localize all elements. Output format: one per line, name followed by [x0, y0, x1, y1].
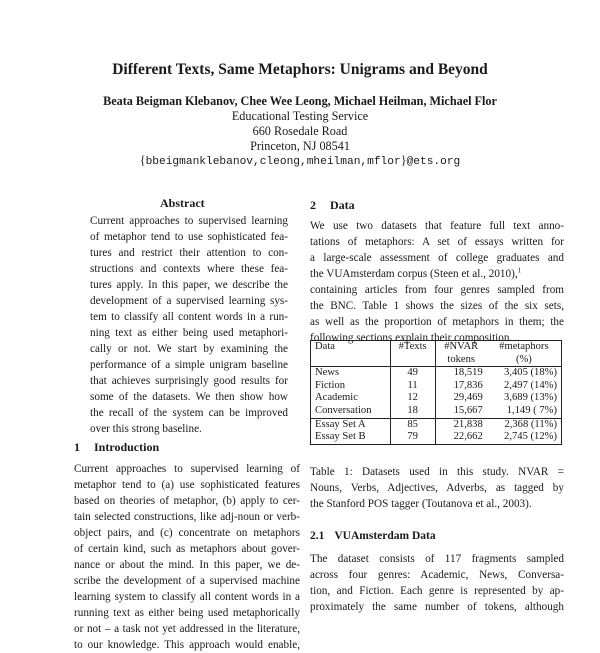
data-line — [310, 266, 521, 282]
table-cell: 12 — [390, 392, 435, 405]
table-cell: 11 — [390, 380, 435, 393]
section-title: Introduction — [94, 440, 160, 454]
intro-line: running text as either being used metaphorically — [74, 607, 300, 619]
table-header-cell: (%) — [515, 353, 532, 365]
table-row — [311, 418, 562, 431]
table-header-row — [311, 354, 562, 367]
intro-line: nance or about the mind. In this paper, we de- — [74, 559, 300, 571]
section-number: 2.1 — [310, 530, 325, 542]
section-heading — [74, 440, 159, 455]
data-line-text: the VUAmsterdam corpus (Steen et al., 2010), — [310, 268, 518, 280]
data-line: containing articles from four genres sampled from — [310, 284, 564, 296]
email-line — [0, 153, 600, 168]
abstract-line: tures and restrict their attention to con- — [90, 247, 288, 259]
section-number: 2 — [310, 198, 316, 212]
caption-line: Table 1: Datasets used in this study. NVAR = — [310, 466, 564, 478]
abstract-line: some of the datasets. We then show how — [90, 391, 288, 403]
abstract-line: cally or not. We start by examining the — [90, 343, 288, 355]
abstract-line: development of a supervised learning sys- — [90, 295, 288, 307]
intro-line: tain selected constructions, like adj-noun or verb- — [74, 511, 300, 523]
table-header-cell: #NVAR — [444, 341, 479, 352]
table-header-cell — [311, 354, 391, 367]
table-cell: News — [311, 367, 391, 380]
table-row — [311, 431, 562, 444]
table-cell: Academic — [311, 392, 391, 405]
intro-line: to our knowledge. This approach would enable, — [74, 639, 300, 651]
table-cell: 79 — [390, 431, 435, 444]
table-cell: 15,667 — [453, 404, 483, 416]
section-heading — [310, 198, 355, 213]
abstract-line: ning text as either being used metaphori- — [90, 327, 288, 339]
table-row — [311, 392, 562, 405]
table-cell: 85 — [390, 418, 435, 431]
data-line: as well as the proportion of metaphors in them; the — [310, 316, 564, 328]
abstract-heading: Abstract — [160, 196, 205, 210]
table-cell: 3,689 (13%) — [504, 392, 557, 404]
abstract-line: the recall of the system can be improved — [90, 407, 288, 419]
section-number: 1 — [74, 440, 80, 454]
table-cell: 17,836 — [453, 379, 483, 391]
section-title: VUAmsterdam Data — [334, 530, 436, 542]
paper-authors: Beata Beigman Klebanov, Chee Wee Leong, Michael Heilman, Michael Flor — [103, 94, 497, 108]
vu-line: The dataset consists of 117 fragments sampled — [310, 553, 564, 565]
caption-line: the Stanford POS tagger (Toutanova et al., 2003). — [310, 498, 532, 510]
table-cell: 18 — [390, 405, 435, 418]
data-line: We use two datasets that feature full text anno- — [310, 220, 564, 232]
email-brace-close: } — [400, 153, 407, 167]
abstract-line: structions and contexts where these fea- — [90, 263, 288, 275]
affiliation-line: 660 Rosedale Road — [252, 124, 348, 138]
abstract-line: Current approaches to supervised learning — [90, 215, 288, 227]
abstract-line: tem to classify all content words in a run- — [90, 311, 288, 323]
email-users: bbeigmanklebanov,cleong,mheilman,mflor — [145, 156, 401, 168]
paper-title: Different Texts, Same Metaphors: Unigrams and Beyond — [112, 61, 488, 78]
datasets-table — [310, 340, 562, 445]
abstract-line: that achieves surprisingly good results for — [90, 375, 288, 387]
abstract-line: over this strong baseline. — [90, 423, 202, 435]
table-header-row — [311, 341, 562, 354]
data-line: the BNC. Table 1 shows the sizes of the six sets, — [310, 300, 564, 312]
data-line: following sections explain their composition. — [310, 332, 513, 344]
table-row — [311, 405, 562, 418]
vu-line: proximately the same number of tokens, although — [310, 601, 564, 613]
table-cell: 49 — [390, 367, 435, 380]
table-row — [311, 380, 562, 393]
abstract-line: of metaphor tend to use sophisticated fea- — [90, 231, 288, 243]
table-cell: Conversation — [311, 405, 391, 418]
table-cell: 1,149 ( 7%) — [506, 404, 557, 416]
abstract-line: tures apply. In this paper, we describe the — [90, 279, 288, 291]
caption-line: Nouns, Verbs, Adjectives, Adverbs, as tagged by — [310, 482, 564, 494]
table-cell: Essay Set B — [311, 431, 391, 444]
table-header-cell: Data — [311, 341, 391, 354]
table-cell: 2,368 (11%) — [487, 418, 562, 431]
intro-line: Current approaches to supervised learning of — [74, 463, 300, 475]
data-line: a large-scale assessment of college graduates and — [310, 252, 564, 264]
abstract-line: performance of a simple unigram baseline — [90, 359, 288, 371]
intro-line: based on theories of metaphor, (b) apply to cer- — [74, 495, 300, 507]
table-cell: 21,838 — [435, 418, 487, 431]
vu-line: across four genres: Academic, News, Conversa- — [310, 569, 564, 581]
table-cell: 3,405 (18%) — [487, 367, 562, 380]
table-cell: 29,469 — [453, 392, 483, 404]
table-cell: Fiction — [311, 380, 391, 393]
table-header-cell — [390, 354, 435, 367]
intro-line: learning system to classify all content words in a — [74, 591, 300, 603]
table-cell: 22,662 — [453, 431, 483, 443]
table-cell: 2,497 (14%) — [504, 379, 557, 391]
table-cell: Essay Set A — [311, 418, 391, 431]
table-row — [311, 367, 562, 380]
intro-line: scribe the development of a supervised machine — [74, 575, 300, 587]
affiliation-line: Princeton, NJ 08541 — [250, 139, 350, 153]
table-header-cell: tokens — [447, 353, 476, 365]
subsection-heading — [310, 530, 436, 542]
intro-line: of certain kind, such as metaphors about gover- — [74, 543, 300, 555]
table-header-cell: #Texts — [390, 341, 435, 354]
section-title: Data — [330, 198, 355, 212]
data-line: tations of metaphors: A set of essays written for — [310, 236, 564, 248]
vu-line: tion, and Fiction. Each genre is represented by ap- — [310, 585, 564, 597]
email-domain: @ets.org — [406, 156, 461, 168]
footnote-mark: 1 — [517, 266, 522, 275]
table-cell: 2,745 (12%) — [504, 431, 557, 443]
intro-line: metaphor tend to (a) use sophisticated features — [74, 479, 300, 491]
email-brace-open: { — [139, 153, 146, 167]
table-header-cell: #metaphors — [499, 341, 549, 352]
table-cell: 18,519 — [435, 367, 487, 380]
intro-line: object pairs, and (c) concentrate on metaphors — [74, 527, 300, 539]
affiliation-line: Educational Testing Service — [231, 109, 369, 123]
intro-line: or not – a task not yet addressed in the literature, — [74, 623, 300, 635]
